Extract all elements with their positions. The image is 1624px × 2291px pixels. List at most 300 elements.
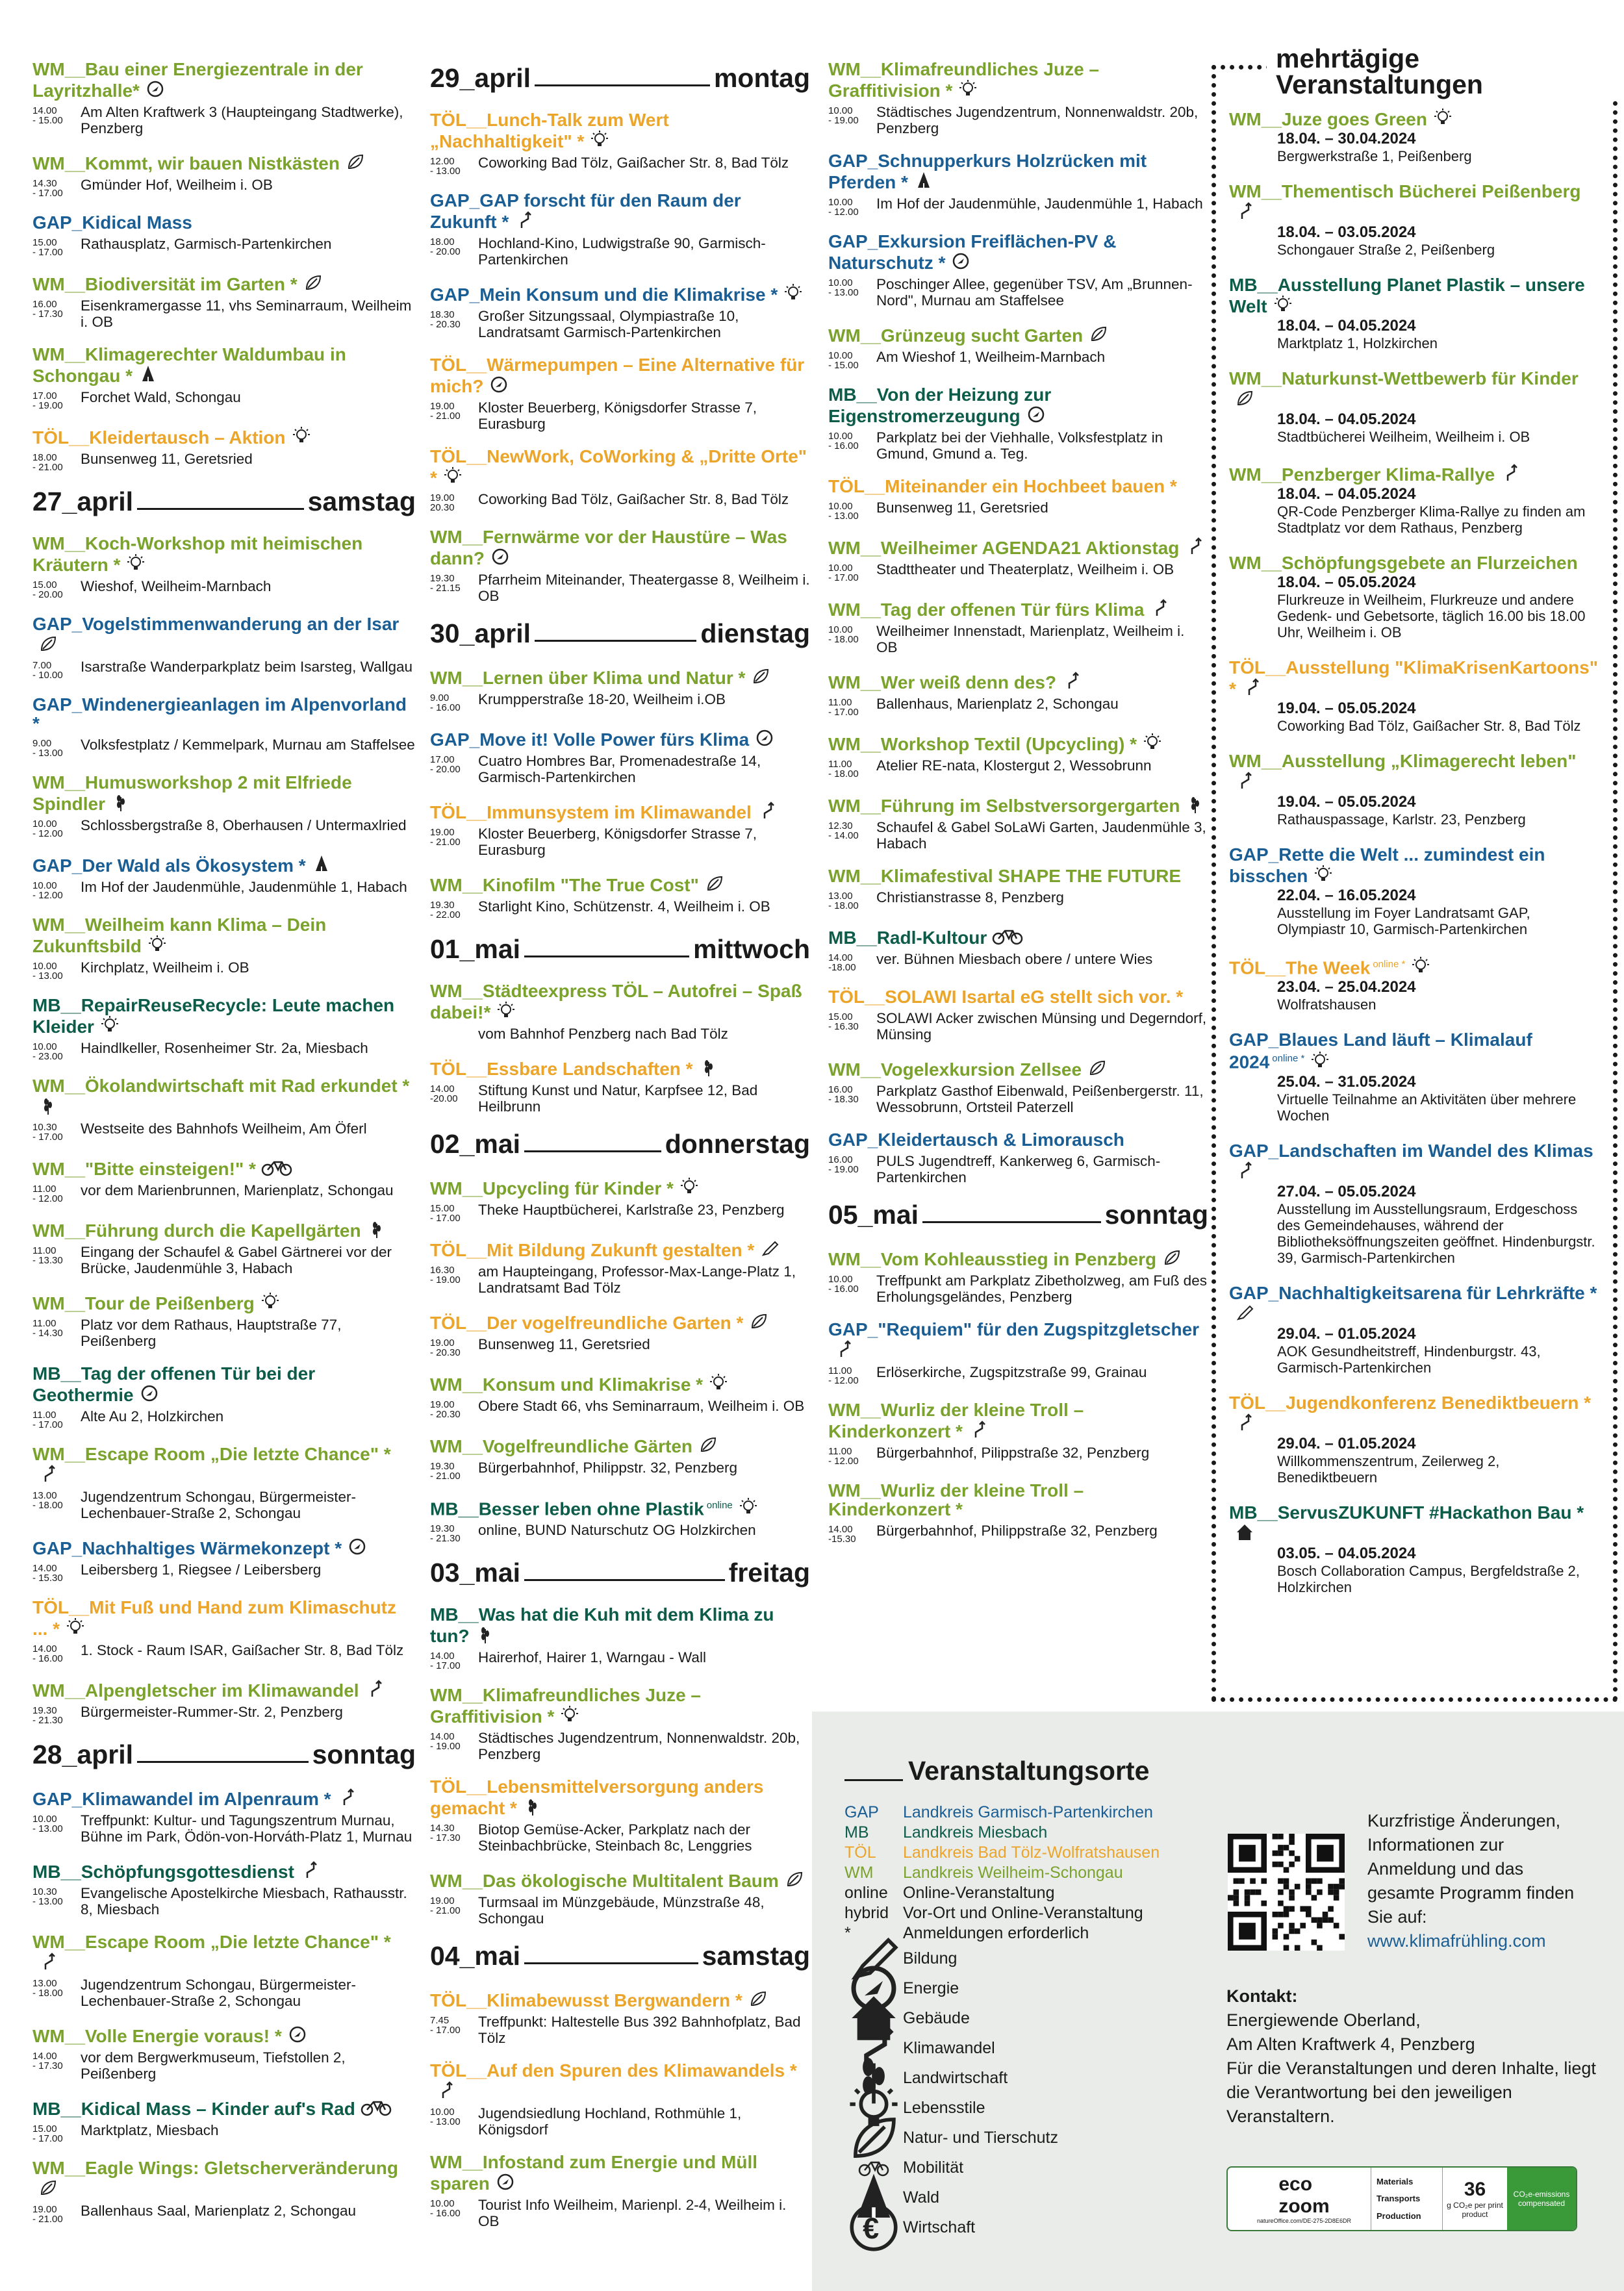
event-title-text: WM__Klimafreundliches Juze – Graffitivision *: [430, 1685, 702, 1727]
event-item[interactable]: [32, 1157, 416, 1204]
website-link[interactable]: www.klimafrühling.com: [1367, 1931, 1546, 1951]
mode-key: online: [844, 1884, 888, 1902]
event-place: Cuatro Hombres Bar, Promenadestraße 14, Garmisch-Partenkirchen: [478, 753, 761, 785]
event-place: Parkplatz Gasthof Eibenwald, Peißenbergerstr. 11, Wessobrunn, Ortsteil Paterzell: [876, 1083, 1204, 1115]
event-title: [828, 987, 1208, 1006]
event-title: [1229, 462, 1600, 484]
event-item[interactable]: [32, 614, 416, 680]
event-details: [430, 1730, 810, 1762]
event-details: [32, 1642, 416, 1664]
event-item[interactable]: [430, 981, 810, 1042]
event-title-text: TÖL__Ausstellung "KlimaKrisenKartoons" *: [1229, 657, 1598, 699]
event-item[interactable]: [32, 1787, 416, 1845]
event-item[interactable]: [430, 447, 810, 513]
event-title: [828, 323, 1208, 345]
event-details: [32, 1885, 416, 1918]
event-time: 10.00 - 18.00: [828, 624, 859, 645]
agriculture-icon: [1180, 796, 1206, 816]
lifestyle-icon: [703, 1374, 729, 1395]
event-item[interactable]: [828, 1130, 1208, 1185]
event-item[interactable]: [828, 477, 1208, 521]
climate-icon: [294, 1862, 320, 1882]
event-title: [430, 1057, 810, 1078]
climate-icon: [331, 1789, 357, 1809]
event-title-text: WM__Upcycling für Kinder *: [430, 1178, 674, 1198]
event-title: [32, 60, 416, 100]
event-title-text: TÖL__Lunch-Talk zum Wert „Nachhaltigkeit" *: [430, 110, 669, 151]
event-title-text: WM__Volle Energie voraus! *: [32, 2026, 282, 2046]
event-details: [430, 1398, 810, 1419]
event-item[interactable]: [828, 794, 1208, 852]
contact-block: Kontakt: Energiewende Oberland, Am Alten Kraftwerk 4, Penzberg Für die Veranstaltungen und deren Inhalte, liegt die Verantwortung bei den jeweiligen Veranstaltern.: [1226, 1986, 1596, 2126]
event-details: [430, 1263, 810, 1296]
event-title: [1229, 369, 1600, 409]
lifestyle-icon: [255, 1293, 281, 1313]
event-title: [828, 1247, 1208, 1269]
lifestyle-icon: [778, 285, 804, 305]
event-time: 7.00 - 10.00: [32, 660, 63, 681]
event-title-text: GAP_Move it! Volle Power fürs Klima: [430, 729, 750, 750]
event-place: Bunsenweg 11, Geretsried: [876, 500, 1048, 516]
day-weekday: freitag: [728, 1558, 810, 1588]
event-item[interactable]: [430, 1176, 810, 1223]
event-place: Jugendsiedlung Hochland, Rothmühle 1, Königsdorf: [478, 2105, 742, 2138]
event-item[interactable]: [430, 1605, 810, 1671]
climate-icon: [752, 802, 778, 822]
nature-icon: [699, 875, 725, 895]
multi-event-item[interactable]: [1229, 462, 1600, 536]
event-title-text: TÖL__Mit Bildung Zukunft gestalten *: [430, 1240, 755, 1260]
event-dates: 19.04. – 05.05.2024: [1277, 793, 1416, 811]
event-place: Ballenhaus Saal, Marienplatz 2, Schongau: [81, 2203, 357, 2219]
event-place: Evangelische Apostelkirche Miesbach, Rathausstr. 8, Miesbach: [81, 1885, 407, 1918]
nature-icon: [1083, 325, 1109, 346]
event-item[interactable]: [32, 1678, 416, 1725]
climate-icon: [1229, 203, 1255, 223]
event-title: [430, 191, 810, 231]
event-details: [32, 1040, 416, 1061]
online-tag: online *: [1373, 959, 1406, 970]
event-title-text: TÖL__Jugendkonferenz Benediktbeuern *: [1229, 1392, 1591, 1413]
event-place: Eisenkramergasse 11, vhs Seminarraum, Weilheim i. OB: [81, 297, 412, 330]
nature-icon: [1082, 1059, 1108, 1080]
event-details: [828, 951, 1208, 972]
nature-icon: [32, 635, 58, 655]
energy-icon: [1021, 406, 1047, 426]
multi-event-item[interactable]: [1229, 752, 1600, 828]
multi-event-item[interactable]: [1229, 1503, 1600, 1595]
event-title-text: WM__Biodiversität im Garten *: [32, 274, 298, 294]
event-time: 14.00 - 17.00: [430, 1651, 461, 1672]
event-place: vom Bahnhof Penzberg nach Bad Tölz: [478, 1026, 728, 1042]
event-title-text: WM__Humusworkshop 2 mit Elfriede Spindler: [32, 772, 352, 814]
region-key: GAP: [844, 1803, 879, 1821]
event-item[interactable]: [430, 1686, 810, 1762]
event-details: [828, 1445, 1208, 1466]
day-header: [430, 1942, 810, 1970]
event-place: vor dem Bergwerkmuseum, Tiefstollen 2, Peißenberg: [81, 2049, 346, 2082]
event-item[interactable]: [32, 996, 416, 1061]
event-title: [828, 926, 1208, 947]
event-details: [430, 1821, 810, 1854]
event-details: [828, 349, 1208, 370]
multi-event-item[interactable]: [1229, 1393, 1600, 1486]
agriculture-icon: [470, 1626, 496, 1646]
event-title-text: GAP_Kleidertausch & Limorausch: [828, 1130, 1124, 1150]
lifestyle-icon: [1137, 734, 1163, 754]
event-title: [1229, 107, 1600, 129]
event-item[interactable]: [430, 191, 810, 268]
event-time: 16.00 - 18.30: [828, 1084, 859, 1105]
event-place: Biotop Gemüse-Acker, Parkplatz nach der Steinbachbrücke, Steinbach 8c, Lenggries: [478, 1821, 752, 1854]
event-title: [1229, 955, 1600, 977]
event-item[interactable]: [32, 1445, 416, 1521]
event-item[interactable]: [32, 2097, 416, 2144]
event-title: [828, 1130, 1208, 1149]
event-title: [32, 1364, 416, 1404]
event-title-text: WM__Weilheim kann Klima – Dein Zukunftsbild: [32, 915, 327, 956]
bike-icon: [256, 1159, 292, 1179]
event-item[interactable]: [828, 1481, 1208, 1544]
event-title-text: TÖL__Wärmepumpen – Eine Alternative für mich?: [430, 355, 805, 396]
event-place: Schaufel & Gabel SoLaWi Garten, Jaudenmühle 3, Habach: [876, 819, 1206, 852]
multi-event-item[interactable]: [1229, 182, 1600, 258]
multi-event-item[interactable]: [1229, 1284, 1600, 1376]
event-item[interactable]: [32, 1536, 416, 1583]
event-title: [32, 1291, 416, 1313]
event-item[interactable]: [430, 666, 810, 713]
energy-icon: [134, 1385, 160, 1405]
event-item[interactable]: [32, 151, 416, 198]
event-title: [32, 1787, 416, 1808]
multi-event-item[interactable]: [1229, 845, 1600, 937]
event-time: 14.00 - 15.00: [32, 105, 63, 126]
event-place: Kirchplatz, Weilheim i. OB: [81, 959, 249, 976]
icon-label: Wald: [903, 2188, 940, 2207]
nature-icon: [32, 2179, 58, 2199]
event-time: 11.00 - 18.00: [828, 759, 859, 779]
event-item[interactable]: [32, 1932, 416, 2009]
multi-event-item[interactable]: [1229, 1030, 1600, 1123]
event-item[interactable]: [828, 732, 1208, 779]
multi-event-item[interactable]: [1229, 955, 1600, 1013]
event-place: Im Hof der Jaudenmühle, Jaudenmühle 1, Habach: [876, 196, 1203, 212]
event-place: Bürgerbahnhof, Pilippstraße 32, Penzberg: [876, 1445, 1150, 1461]
event-title: [32, 2024, 416, 2045]
day-weekday: samstag: [307, 487, 416, 516]
icon-label: Lebensstile: [903, 2098, 985, 2117]
event-item[interactable]: [430, 2061, 810, 2138]
day-rule: [524, 1579, 725, 1581]
event-item[interactable]: [32, 272, 416, 330]
event-item[interactable]: [828, 232, 1208, 309]
energy-icon: [945, 253, 971, 273]
event-item[interactable]: [828, 1400, 1208, 1466]
event-time: 19.30 - 21.30: [430, 1523, 461, 1545]
event-title-text: WM__Vogelexkursion Zellsee: [828, 1059, 1082, 1080]
nature-icon: [340, 153, 366, 173]
event-title-text: WM__Vom Kohleausstieg in Penzberg: [828, 1249, 1157, 1269]
event-time: 11.00 - 17.00: [32, 1410, 63, 1430]
event-item[interactable]: [828, 1247, 1208, 1305]
legend-panel: [812, 1712, 1624, 2291]
event-item[interactable]: [430, 1434, 810, 1481]
day-header: [430, 1558, 810, 1587]
event-item[interactable]: [828, 867, 1208, 911]
day-date: 05_mai: [828, 1200, 919, 1230]
event-item[interactable]: [32, 854, 416, 900]
event-time: 19.00 - 20.30: [430, 1399, 461, 1420]
legend-mode: [844, 1883, 1160, 1903]
legend-region: [844, 1863, 1160, 1883]
day-header: [828, 1200, 1208, 1229]
event-item[interactable]: [32, 1860, 416, 1918]
event-details: [32, 389, 416, 411]
event-item[interactable]: [430, 1238, 810, 1296]
event-item[interactable]: [828, 926, 1208, 972]
event-place: Im Hof der Jaudenmühle, Jaudenmühle 1, Habach: [81, 879, 407, 895]
event-item[interactable]: [32, 1076, 416, 1142]
event-item[interactable]: [32, 2024, 416, 2082]
event-item[interactable]: [32, 695, 416, 758]
event-title-text: MB__ServusZUKUNFT #Hackathon Bau *: [1229, 1502, 1584, 1523]
event-item[interactable]: [32, 1219, 416, 1276]
event-dates: 18.04. – 05.05.2024: [1277, 574, 1416, 591]
day-weekday: donnerstag: [665, 1129, 810, 1159]
event-details: [32, 1704, 416, 1725]
event-title: [32, 1598, 416, 1638]
region-label: Landkreis Weilheim-Schongau: [903, 1864, 1123, 1882]
event-title: [828, 151, 1208, 192]
event-place: Turmsaal im Münzgebäude, Münzstraße 48, Schongau: [478, 1894, 765, 1927]
event-item[interactable]: [32, 213, 416, 257]
event-details: [32, 659, 416, 680]
icon-label: Klimawandel: [903, 2038, 995, 2057]
event-details: [828, 1083, 1208, 1115]
event-place: Großer Sitzungssaal, Olympiastraße 10, Landratsamt Garmisch-Partenkirchen: [478, 308, 739, 340]
event-details: [828, 104, 1208, 136]
event-item[interactable]: [828, 987, 1208, 1043]
event-item[interactable]: [430, 1311, 810, 1358]
lifestyle-icon: [584, 131, 610, 151]
climate-icon: [430, 2082, 456, 2102]
event-title-text: TÖL__SOLAWI Isartal eG stellt sich vor. *: [828, 987, 1184, 1007]
multi-event-item[interactable]: [1229, 107, 1600, 164]
event-place: Hochland-Kino, Ludwigstraße 90, Garmisch-Partenkirchen: [478, 235, 766, 268]
event-dates: 18.04. – 04.05.2024: [1277, 317, 1416, 335]
event-title: [828, 60, 1208, 100]
event-place: Atelier RE-nata, Klostergut 2, Wessobrunn: [876, 757, 1152, 774]
event-details: [32, 879, 416, 900]
event-place: am Haupteingang, Professor-Max-Lange-Platz 1, Landratsamt Bad Tölz: [478, 1263, 796, 1296]
event-item[interactable]: [32, 534, 416, 600]
multi-day-title: mehrtägige Veranstaltungen: [1267, 45, 1624, 97]
event-title-text: WM__Schöpfungsgebete an Flurzeichen: [1229, 553, 1578, 573]
event-item[interactable]: [430, 1988, 810, 2046]
event-title: [828, 536, 1208, 557]
event-title-text: MB__Tag der offenen Tür bei der Geothermie: [32, 1363, 316, 1405]
event-item[interactable]: [430, 873, 810, 920]
event-item[interactable]: [32, 1598, 416, 1664]
event-title-text: WM__Klimafreundliches Juze – Graffitivision *: [828, 59, 1100, 101]
climate-icon: [1144, 600, 1170, 620]
event-item[interactable]: [828, 60, 1208, 136]
day-header: [430, 64, 810, 92]
event-title: [430, 800, 810, 822]
event-details: [430, 1202, 810, 1223]
event-item[interactable]: [828, 536, 1208, 583]
energy-icon: [140, 81, 166, 101]
legend-list: [844, 1803, 1160, 2245]
climate-icon: [963, 1421, 989, 1441]
event-item[interactable]: [430, 728, 810, 785]
event-item[interactable]: [32, 1364, 416, 1430]
event-dates: 18.04. – 04.05.2024: [1277, 485, 1416, 503]
day-rule: [137, 508, 304, 510]
event-place: Städtisches Jugendzentrum, Nonnenwaldstr. 20b, Penzberg: [478, 1730, 800, 1763]
event-item[interactable]: [32, 1291, 416, 1349]
event-place: Ausstellung im Ausstellungsraum, Erdgeschoss des Gemeindehauses, während der Bibliotheksöffnungszeiten geöffnet. Hindenburgstr. 39, Garmisch-Partenkirchen: [1277, 1200, 1595, 1266]
event-place: Christianstrasse 8, Penzberg: [876, 889, 1064, 905]
multi-event-item[interactable]: [1229, 275, 1600, 351]
event-place: Bergwerkstraße 1, Peißenberg: [1277, 148, 1472, 164]
agriculture-icon: [361, 1221, 387, 1241]
event-item[interactable]: [430, 1057, 810, 1115]
event-time: 13.00 - 18.00: [828, 891, 859, 911]
event-title: [430, 355, 810, 396]
event-title-text: GAP_"Requiem" für den Zugspitzgletscher: [828, 1319, 1200, 1339]
multi-event-item[interactable]: [1229, 658, 1600, 734]
event-title: [828, 385, 1208, 425]
multi-event-item[interactable]: [1229, 553, 1600, 640]
lifestyle-icon: [120, 555, 146, 575]
event-item[interactable]: [430, 355, 810, 432]
event-place: Tourist Info Weilheim, Marienpl. 2-4, Weilheim i. OB: [478, 2197, 787, 2230]
event-time: 10.30 - 13.00: [32, 1886, 63, 1907]
event-details: [32, 451, 416, 472]
event-place: Bürgermeister-Rummer-Str. 2, Penzberg: [81, 1704, 343, 1720]
event-title: [430, 1496, 810, 1518]
event-place: ver. Bühnen Miesbach obere / untere Wies: [876, 951, 1153, 967]
event-title: [430, 283, 810, 304]
event-item[interactable]: [828, 1057, 1208, 1115]
event-details: [828, 276, 1208, 309]
event-place: Bunsenweg 11, Geretsried: [478, 1336, 650, 1352]
event-item[interactable]: [430, 2153, 810, 2229]
event-item[interactable]: [430, 283, 810, 340]
event-title: [828, 477, 1208, 496]
event-item[interactable]: [430, 1496, 810, 1543]
event-place: Eingang der Schaufel & Gabel Gärtnerei vor der Brücke, Jaudenmühle 3, Habach: [81, 1244, 392, 1276]
event-time: 11.00 - 12.00: [32, 1183, 63, 1204]
event-title: [430, 527, 810, 568]
event-time: 17.00 - 19.00: [32, 390, 63, 411]
event-item[interactable]: [32, 345, 416, 411]
event-time: 11.00 - 17.00: [828, 697, 859, 718]
event-place: Westseite des Bahnhofs Weilheim, Am Öferl: [81, 1120, 367, 1137]
event-time: 10.00 - 12.00: [32, 818, 63, 839]
event-title: [1229, 1030, 1600, 1071]
event-title-text: WM__Grünzeug sucht Garten: [828, 325, 1084, 346]
event-dates: 18.04. – 03.05.2024: [1277, 223, 1416, 241]
event-item[interactable]: [32, 2158, 416, 2224]
day-rule: [535, 640, 696, 642]
event-item[interactable]: [828, 598, 1208, 655]
event-title-text: WM__Konsum und Klimakrise *: [430, 1374, 704, 1395]
event-title: [1229, 752, 1600, 792]
bike-icon: [355, 2099, 392, 2119]
event-time: 14.00 - 19.00: [430, 1731, 461, 1753]
event-title-text: WM__Führung im Selbstversorgergarten: [828, 796, 1180, 816]
event-item[interactable]: [430, 1373, 810, 1419]
event-details: [430, 826, 810, 858]
event-time: 10.00 - 16.00: [828, 431, 859, 451]
event-details: [430, 1522, 810, 1543]
event-title-text: WM__Führung durch die Kapellgärten: [32, 1221, 361, 1241]
climate-icon: [1056, 672, 1082, 692]
legend-icon-row: [844, 2211, 1160, 2245]
event-place: Städtisches Jugendzentrum, Nonnenwaldstr. 20b, Penzberg: [876, 104, 1199, 136]
event-title-text: TÖL__Lebensmittelversorgung anders gemacht *: [430, 1777, 764, 1819]
event-title-text: WM__Penzberger Klima-Rallye: [1229, 464, 1495, 485]
event-place: Pfarrheim Miteinander, Theatergasse 8, Weilheim i. OB: [478, 572, 810, 604]
event-time: 10.00 - 15.00: [828, 350, 859, 371]
event-place: Am Wieshof 1, Weilheim-Marnbach: [876, 349, 1106, 365]
day-rule: [922, 1221, 1101, 1223]
event-title: [32, 1219, 416, 1240]
lifestyle-icon: [674, 1178, 700, 1198]
event-place: Kloster Beuerberg, Königsdorfer Strasse 7, Eurasburg: [478, 399, 757, 432]
event-time: 12.30 - 14.00: [828, 820, 859, 841]
event-item[interactable]: [828, 385, 1208, 462]
climate-icon: [1495, 464, 1521, 485]
climate-icon: [509, 212, 535, 232]
mode-key: hybrid: [844, 1904, 889, 1922]
event-item[interactable]: [430, 1869, 810, 1927]
event-place: AOK Gesundheitstreff, Hindenburgstr. 43, Garmisch-Partenkirchen: [1277, 1343, 1541, 1376]
online-tag: online: [706, 1500, 733, 1511]
event-time: 14.00 -15.30: [828, 1524, 856, 1545]
event-item[interactable]: [32, 773, 416, 839]
event-place: online, BUND Naturschutz OG Holzkirchen: [478, 1522, 756, 1539]
multi-event-item[interactable]: [1229, 369, 1600, 445]
lifestyle-icon: [554, 1706, 580, 1727]
event-item[interactable]: [430, 800, 810, 858]
event-item[interactable]: [32, 60, 416, 136]
event-place: SOLAWI Acker zwischen Münsing und Degerndorf, Münsing: [876, 1010, 1207, 1043]
event-item[interactable]: [828, 670, 1208, 717]
event-title-text: TÖL__Immunsystem im Klimawandel: [430, 802, 752, 822]
event-item[interactable]: [828, 323, 1208, 370]
event-time: 19.30 - 21.30: [32, 1705, 63, 1726]
event-item[interactable]: [828, 1320, 1208, 1386]
nature-icon: [742, 1990, 768, 2010]
event-details: [430, 399, 810, 432]
event-item[interactable]: [430, 527, 810, 604]
event-place: Wolfratshausen: [1277, 996, 1377, 1013]
event-item[interactable]: [430, 110, 810, 176]
event-place: Poschinger Allee, gegenüber TSV, Am „Brunnen-Nord", Murnau am Staffelsee: [876, 276, 1193, 309]
event-item[interactable]: [32, 425, 416, 472]
event-item[interactable]: [32, 915, 416, 981]
event-title: [32, 915, 416, 956]
event-item[interactable]: [430, 1777, 810, 1854]
day-header: [430, 619, 810, 648]
event-item[interactable]: [828, 151, 1208, 217]
event-title: [32, 534, 416, 574]
event-title-text: MB__Schöpfungsgottesdienst: [32, 1862, 294, 1882]
multi-event-item[interactable]: [1229, 1141, 1600, 1266]
